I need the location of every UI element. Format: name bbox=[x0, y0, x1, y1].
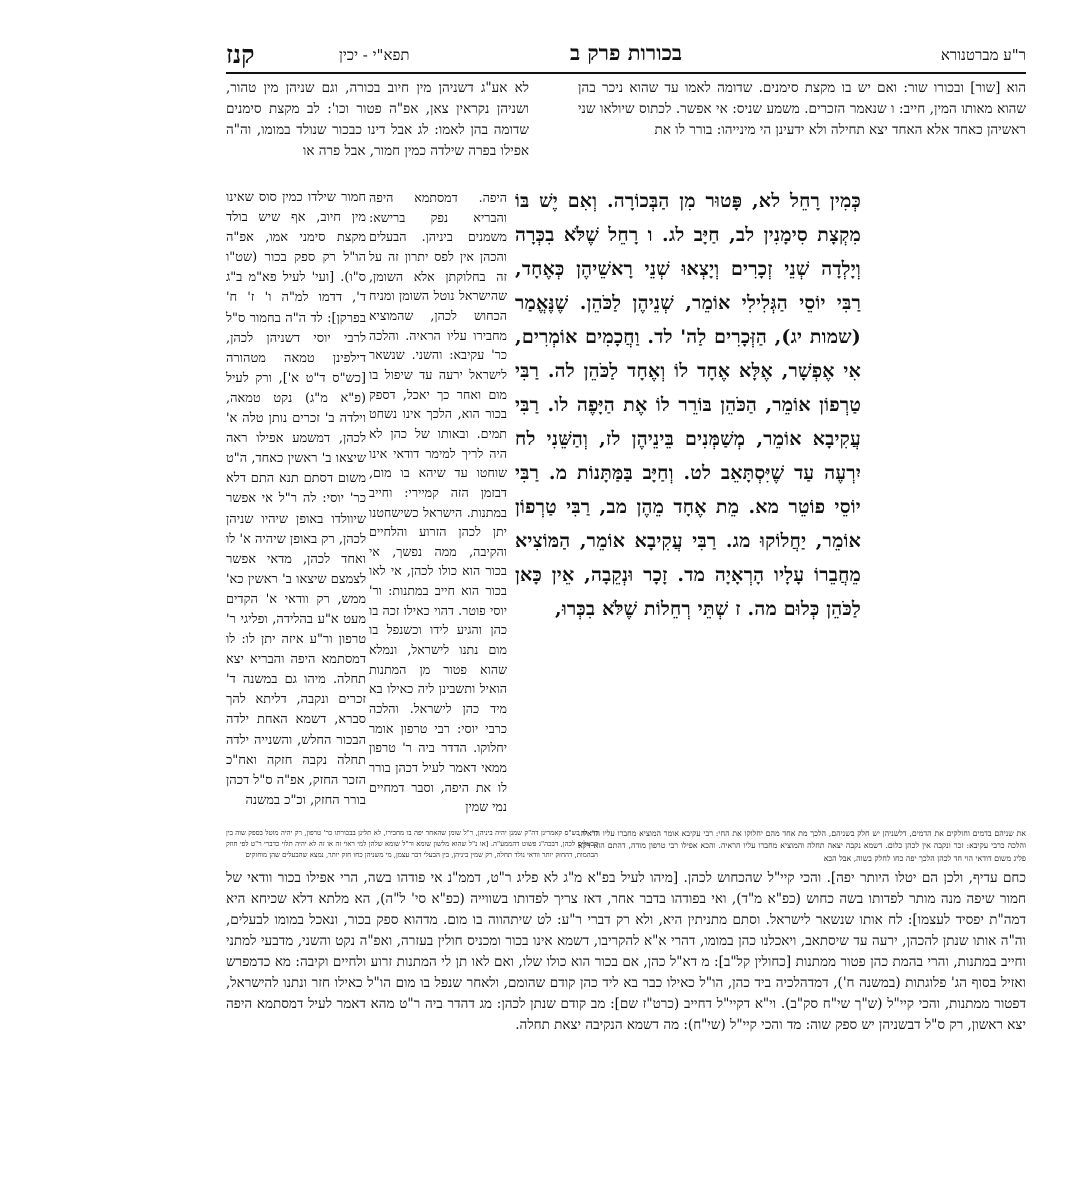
bartenura-top-text: הוא [שור] ובכורו שור: ואם יש בו מקצת סימנים. שדומה לאמו עד שהוא ניכר בהן שהוא מאותו המין, חייב: ו שנאמר הזכרים. משמע שניס: אי אפשר. לכתוס שיולאו שני ראשיהן כאחד אלא האחד יצא תחילה ולא ידעינן הי מינייהו: בורר לו את bbox=[578, 80, 1026, 138]
tiferet-yisrael-continued-text: ח': לז בש"ס קאמרינן דה"ק שמנן יהיה ביניהן, ר"ל שומן שהאחד יפה בו מחבירו, לא תלינן בבכורתו כר' טרפון, רק יהיה מוטל בספק שוה בין הבעלים לכהן, דבכה"ג פשוט דהממע"ה. [או נ"ל שהוא מלשון שומא ור"ל שומא שלהן למי ראוי זה או זה לא יהיה תלוי כדברי ר"ט לפי חוזק הבהמות, דהחזק יותר וודאי נולד תחלה, רק שמין ביניהן, בין הבעלי דבר עצמן, מי משניהן כחו חזק יותר, נמצא שהבעלים שהן מוחזקים bbox=[226, 829, 598, 860]
tractate-chapter-title: בכורות פרק ב bbox=[570, 40, 682, 65]
bartenura-side-text: היפה. דמסתמא היפה והבריא נפק ברישא: משמנים ביניהן. הבעלים והכהן אין לפס יתרון זה על זה בחלוקתן אלא השומן, שהישראל נוטל השומן ומניח הכחוש לכהן, שהמוציא מחבירו עליו הראיה. והלכה כר' עקיבא: והשני. שנשאר לישראל ירעה עד שיפול בו מום ואחר כך יאכל, דספק בכור הוא, הלכך אינו נשחט תמים. ובאותו של כהן לא היה לריך למימר דודאי אינו שוחטו עד שיהא בו מום, דבזמן הזה קמיירי: וחייב במתנות. הישראל כשישחטנו יתן לכהן הזרוע והלחיים והקיבה, ממה נפשך, אי בכור הוא כולו לכהן, אי לאו בכור הוא חייב במתנות: ור' יוסי פוטר. דהוי כאילו זכה בו כהן והגיע לידו וכשנפל בו מום נתנו לישראל, ונמלא שהוא פטור מן המתנות הואיל ותשבינן ליה כאילו בא מיד כהן לישראל. והלכה כרבי יוסי: רבי טרפון אומר יחלוקו. הדדר ביה ר' טרפון ממאי דאמר לעיל דכהן בורר לו את היפה, וסבר דמחיים נמי שמין bbox=[369, 190, 507, 815]
page-number: קנז bbox=[226, 40, 255, 69]
page-header bbox=[226, 40, 1026, 74]
bartenura-continued-text: את שניהם בדמים וחולקים את הדמים, דלשניהן יש חלק בשניהם, הלכך מת אחד מהם יחלוקו את החי: רבי עקיבא אומר המוציא מחברו עליו הראיה. והלכה כרבי עקיבא: זכר ונקבה אין לכהן כלום. דשמא נקבה יצאה תחלה והמוציא מחברו עליו הראיה. והכא אפילו רבי טרפון מודה, דהתם הוא דקא פליג משום דודאי הוי חד לכהן הלכך יפה כחו לחלק בשוה, אבל הכא bbox=[578, 829, 1026, 863]
bartenura-top bbox=[578, 78, 1026, 186]
commentary-title: ר"ע מברטנורא bbox=[940, 46, 1026, 64]
tiferet-yisrael-side-column bbox=[226, 188, 366, 828]
tiferet-yisrael-side-text: חמור שילדו כמין סוס שאינו מין חיוב, אף שיש בולד מקצת סימני אמו, אפ"ה הו"ל רק ספק בכור (שט"ו ס"ו). [ועי' לעיל פא"מ ב"ג ד', דדמו למ"ה ו' ז' ח' בפרקן]: לד ה"ה בחמור ס"ל לרבי יוסי דשניהן לכהן, דילפינן טמאה מטהורה [כש"ס ד"ט א'], ורק לעיל (פ"א מ"ג) נקט טמאה, וילדה ב' זכרים נותן טלה א' לכהן, דמשמע אפילו ראה שיצאו ב' ראשין כאחד, ה"ט משום דסתם תנא התם דלא כר' יוסי: לה ר"ל אי אפשר שיוולדו באופן שיהיו שניהן לכהן, רק באופן שיהיה א' לו ואחד לכהן, מדאי אפשר לצמצם שיצאו ב' ראשין כא' ממש, רק וודאי א' הקדים מעט א"ע בהלידה, ופליגי ר' טרפון ור"ע איזה יתן לו: לו דמסתמא היפה והבריא יצא תחלה. מיהו גם במשנה ד' זכרים ונקבה, דליתא להך סברא, דשמא האחת ילדה הבכור החלש, והשנייה ילדה תחלה נקבה חזקה ואח"כ הזכר החזק, אפ"ה ס"ל דכהן בורר החזק, וכ"כ במשנה bbox=[226, 190, 366, 808]
header-divider bbox=[226, 72, 1026, 74]
tiferet-yisrael-top-text: לא אע"ג דשניהן מין חיוב בכורה, וגם שניהן מין טהור, ושניהן נקראין צאן, אפ"ה פטור וכו': לב מקצת סימנים שדומה בהן לאמו: לג אבל דינו כבכור שנולד במומו, וה"ה אפילו בפרה שילדה כמין חמור, אבל פרה או bbox=[226, 80, 529, 159]
tiferet-yisrael-continued bbox=[226, 828, 598, 864]
verse-range: תפא"י - יכין bbox=[339, 46, 410, 64]
mishna-body: כְּמִין רָחֵל לא, פָּטוּר מִן הַבְּכוֹרָה. וְאִם יֶשׁ בּוֹ מִקְצָת סִימָנִין לב, חַיָּב לג. ו רָחֵל שֶׁלֹּא בִכְּרָה וְיָלְדָה שְׁנֵי זְכָרִים וְיָצְאוּ שְׁנֵי רָאשֵׁיהֶן כְּאֶחָד, רַבִּי יוֹסֵי הַגְּלִילִי אוֹמֵר, שְׁנֵיהֶן לַכֹּהֵן. שֶׁנֶּאֱמַר (שמות יג), הַזְּכָרִים לַה' לד. וַחֲכָמִים אוֹמְרִים, אִי אֶפְשָׁר, אֶלָּא אֶחָד לוֹ וְאֶחָד לַכֹּהֵן לה. רַבִּי טַרְפוֹן אוֹמֵר, הַכֹּהֵן בּוֹרֵר לוֹ אֶת הַיָּפֶה לו. רַבִּי עֲקִיבָא אוֹמֵר, מְשַׁמְּנִים בֵּינֵיהֶן לז, וְהַשֵּׁנִי לח יִרְעֶה עַד שֶׁיִּסְתָּאֵב לט. וְחַיָּב בַּמַּתָּנוֹת מ. רַבִּי יוֹסֵי פוֹטֵר מא. מֵת אֶחָד מֵהֶן מב, רַבִּי טַרְפוֹן אוֹמֵר, יַחֲלוֹקוּ מג. רַבִּי עֲקִיבָא אוֹמֵר, הַמּוֹצִיא מֵחֲבֵרוֹ עָלָיו הָרְאָיָה מד. זָכָר וּנְקֵבָה, אֵין כָּאן לַכֹּהֵן כְּלוּם מה. ז שְׁתֵּי רְחֵלוֹת שֶׁלֹּא בִכְּרוּ, bbox=[515, 190, 861, 620]
bartenura-continued bbox=[578, 828, 1026, 864]
mishna-text bbox=[515, 184, 861, 756]
tiferet-yisrael-top bbox=[226, 78, 529, 186]
bottom-commentary-text: כחם עדיף, ולכן הם יטלו היותר יפה]. והכי קיי"ל שהכחוש לכהן. [מיהו לעיל בפ"א מ"ג לא פליג ר"ט, דממ"נ אי פודהו בשה, הרי אפילו בכור וודאי של חמור שיפה מנה מותר לפדותו בשה כחוש (כפ"א מ"ד), ואי בפודהו בדבר אחר, דאז צריך לפדותו בשווייה (כפ"א סי' ל"ה), הא מלתא דלא שכיחא היא דמה"ת יפסיד לעצמו]: לח אותו שנשאר לישראל. וסתם מתניתין היא, ולא רק דברי ר"ע: לט שיתהווה בו מום. מדהוא ספק בכור, ונאכל במומו לבעלים, וה"ה אותו שנתן להכהן, ירעה עד שיסתאב, ויאכלנו כהן במומו, דהרי א"א להקריבו, דשמא אינו בכור ומכניס חולין בעזרה, ואפ"ה נקט והשני, מדבעי למתני וחייב במתנות, והרי בהמת כהן פטור ממתנות [כחולין קל"ב]: מ דא"ל כהן, אם בכור הוא כולו שלו, ואם לאו תן לי המתנות זרוע ולחיים וקיבה: מא כדמפרש ואזיל בסוף הג' פלוגתות (במשנה ח'), דמדהלכיה ביד כהן, הו"ל כאילו כבר בא ליד כהן קודם שהומם, ולאחר שנפל בו מום הו"ל כאילו חזר ונתנו להישראל, דפטור ממתנות, והכי קיי"ל (ש"ך שי"ח סק"ב). וי"א דקיי"ל דחייב (כרט"ז שם]: מב קודם שנתן לכהן: מג דהדר ביה ר"ט מהא דאמר לעיל דמסתמא היפה יצא ראשון, רק ס"ל דבשניהן יש ספק שוה: מד והכי קיי"ל (שי"ח): מה דשמא הנקיבה יצאת תחלה. bbox=[226, 870, 1026, 1033]
bottom-commentary bbox=[226, 868, 1026, 1108]
bartenura-side-column bbox=[369, 188, 507, 828]
